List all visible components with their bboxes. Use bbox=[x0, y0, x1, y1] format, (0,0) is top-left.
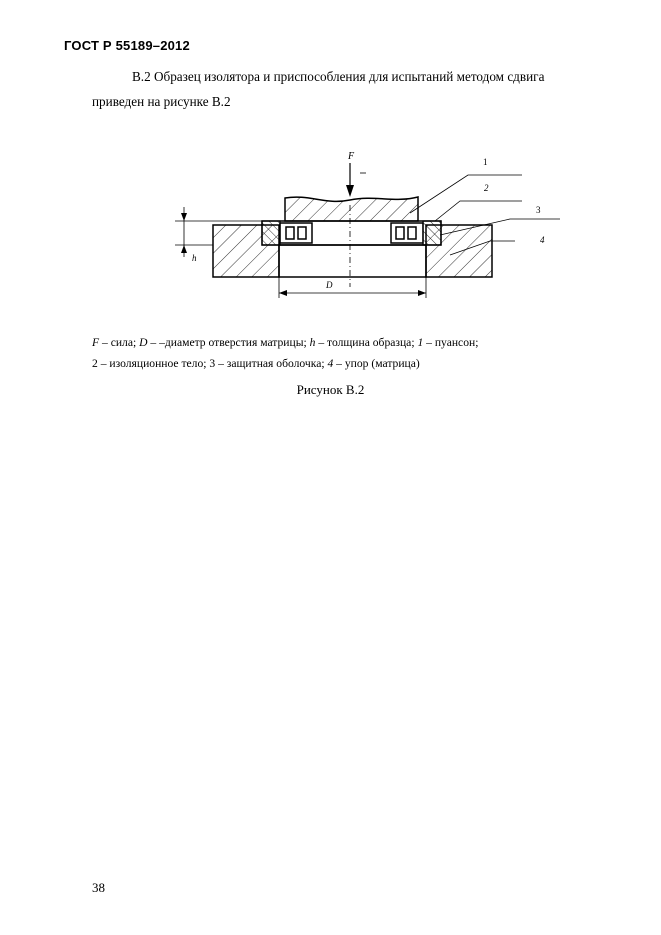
legend-symbol: h bbox=[309, 336, 316, 349]
legend-symbol: 1 bbox=[417, 336, 424, 349]
legend-text: – толщина образца; bbox=[315, 336, 418, 349]
legend-symbol: 4 bbox=[327, 357, 334, 370]
legend-line-2 bbox=[92, 353, 612, 374]
callout-3: 3 bbox=[536, 205, 541, 215]
legend-symbol: F bbox=[92, 336, 100, 349]
diameter-label: D bbox=[326, 280, 333, 290]
callout-4: 4 bbox=[540, 235, 545, 245]
document-header: ГОСТ Р 55189–2012 bbox=[64, 38, 190, 53]
callout-2: 2 bbox=[484, 183, 489, 193]
force-label: F bbox=[348, 151, 355, 162]
callout-1: 1 bbox=[483, 157, 488, 167]
legend-text: – пуансон; bbox=[423, 336, 479, 349]
punch bbox=[285, 197, 418, 221]
die-opening bbox=[279, 245, 426, 277]
legend-line-1 bbox=[92, 332, 612, 353]
paragraph-line-2: приведен на рисунке В.2 bbox=[92, 94, 231, 109]
force-arrow bbox=[346, 163, 366, 197]
figure-drawing bbox=[150, 145, 590, 315]
thickness-label: h bbox=[192, 253, 197, 263]
figure-legend bbox=[92, 332, 612, 374]
legend-text: – сила; bbox=[99, 336, 140, 349]
legend-text: – –диаметр отверстия матрицы; bbox=[147, 336, 310, 349]
page-number: 38 bbox=[92, 880, 105, 895]
paragraph bbox=[92, 64, 592, 114]
legend-symbol: D bbox=[139, 336, 148, 349]
legend-text: 2 – изоляционное тело; bbox=[92, 357, 210, 370]
shear-test-figure bbox=[150, 145, 590, 315]
diameter-dimension bbox=[279, 277, 426, 298]
paragraph-line-1: В.2 Образец изолятора и приспособления для испытаний методом сдвига bbox=[132, 69, 545, 84]
protective-sheath bbox=[262, 221, 441, 245]
insulating-body bbox=[280, 223, 423, 243]
figure-title: Рисунок В.2 bbox=[296, 382, 365, 397]
legend-text: – упор (матрица) bbox=[333, 357, 420, 370]
legend-text: 3 – защитная оболочка; bbox=[209, 357, 328, 370]
